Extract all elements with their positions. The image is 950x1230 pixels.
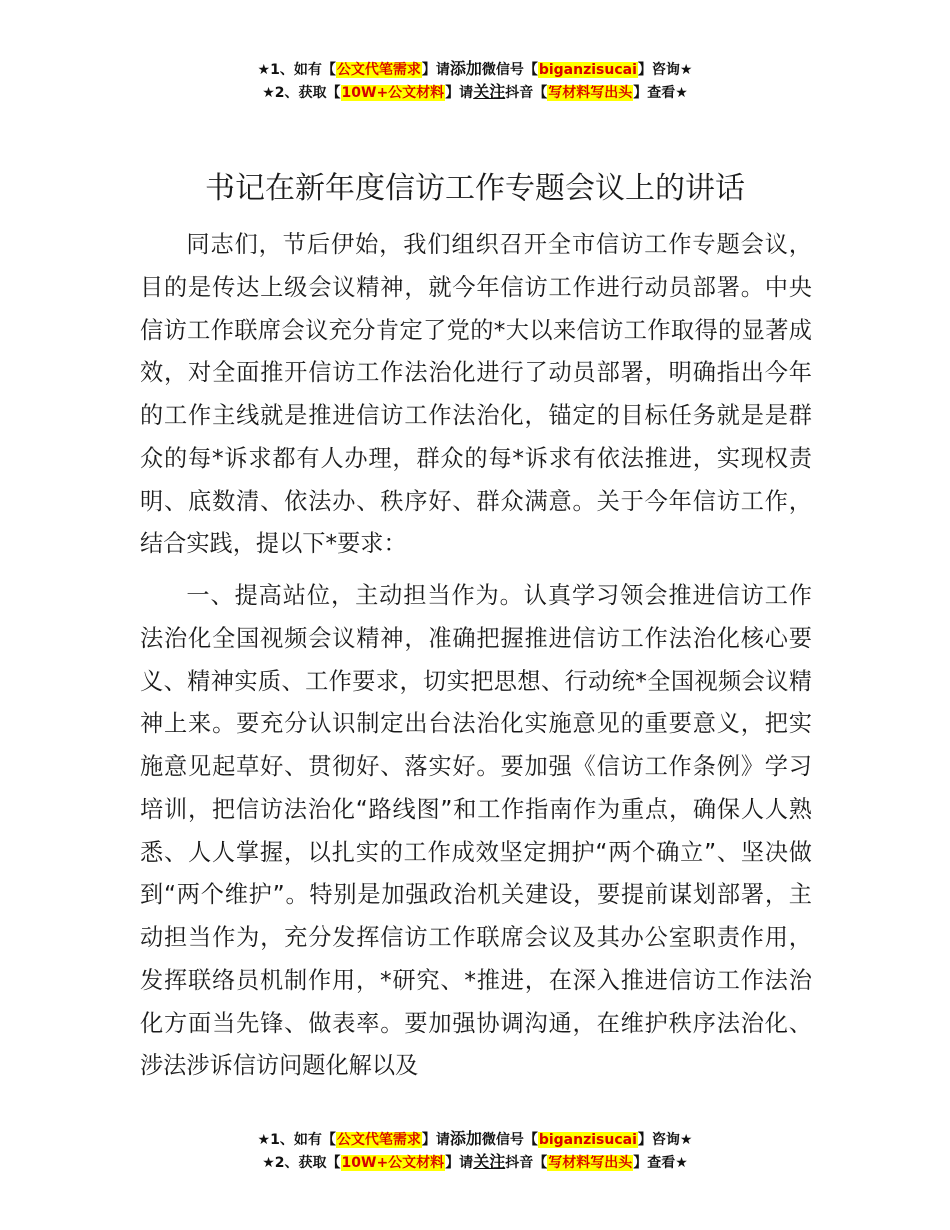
banner-text: 】查看★ [633,85,688,101]
banner-text: ★1、如有【 [257,1132,336,1148]
banner-highlight: 写材料写出头 [548,1155,633,1171]
banner-line-2 [0,1151,950,1174]
banner-text: 】查看★ [633,1155,688,1171]
banner-text: 】请 [421,1132,450,1148]
banner-emphasis: 关注 [473,1152,506,1171]
banner-text: 抖音【 [505,1155,548,1171]
document-title: 书记在新年度信访工作专题会议上的讲话 [205,171,745,206]
banner-line-1 [0,1128,950,1151]
banner-text: 】请 [445,85,474,101]
banner-highlight: 公文代笔需求 [336,1132,421,1148]
banner-text: ★2、获取【 [262,1155,341,1171]
paragraph: 一、提高站位，主动担当作为。认真学习领会推进信访工作法治化全国视频会议精神，准确把握推进信访工作法治化核心要义、精神实质、工作要求，切实把思想、行动统*全国视频会议精神上来。要充分认识制定出台法治化实施意见的重要意义，把实施意见起草好、贯彻好、落实好。要加强《信访工作条例》学习培训，把信访法治化“路线图”和工作指南作为重点，确保人人熟悉、人人掌握，以扎实的工作成效坚定拥护“两个确立”、坚决做到“两个维护”。特别是加强政治机关建设，要提前谋划部署，主动担当作为，充分发挥信访工作联席会议及其办公室职责作用，发挥联络员机制作用，*研究、*推进，在深入推进信访工作法治化方面当先锋、做表率。要加强协调沟通，在维护秩序法治化、涉法涉诉信访问题化解以及 [140,582,812,1080]
banner-highlight: 10W+公文材料 [341,85,445,101]
banner-highlight: biganzisucai [538,62,637,78]
banner-text: 抖音【 [505,85,548,101]
banner-text: 】咨询★ [637,62,693,78]
banner-highlight: 10W+公文材料 [341,1155,445,1171]
banner-emphasis: 添加 [449,1129,482,1148]
banner-line-1 [0,58,950,81]
banner-highlight: 写材料写出头 [548,85,633,101]
banner-highlight: biganzisucai [538,1132,637,1148]
banner-text: 微信号【 [481,62,538,78]
banner-text: 】咨询★ [637,1132,693,1148]
banner-highlight: 公文代笔需求 [336,62,421,78]
banner-text: 】请 [421,62,450,78]
paragraph: 同志们，节后伊始，我们组织召开全市信访工作专题会议，目的是传达上级会议精神，就今年信访工作进行动员部署。中央信访工作联席会议充分肯定了党的*大以来信访工作取得的显著成效，对全面推开信访工作法治化进行了动员部署，明确指出今年的工作主线就是推进信访工作法治化，锚定的目标任务就是是群众的每*诉求都有人办理，群众的每*诉求有依法推进，实现权责明、底数清、依法办、秩序好、群众满意。关于今年信访工作，结合实践，提以下*要求： [140,231,812,558]
banner-line-2 [0,81,950,104]
banner-text: 微信号【 [481,1132,538,1148]
footer-banner [0,1128,950,1174]
banner-text: ★1、如有【 [257,62,336,78]
banner-text: ★2、获取【 [262,85,341,101]
banner-text: 】请 [445,1155,474,1171]
banner-emphasis: 添加 [449,59,482,78]
document-body [140,224,812,1088]
banner-emphasis: 关注 [473,82,506,101]
header-banner [0,58,950,104]
